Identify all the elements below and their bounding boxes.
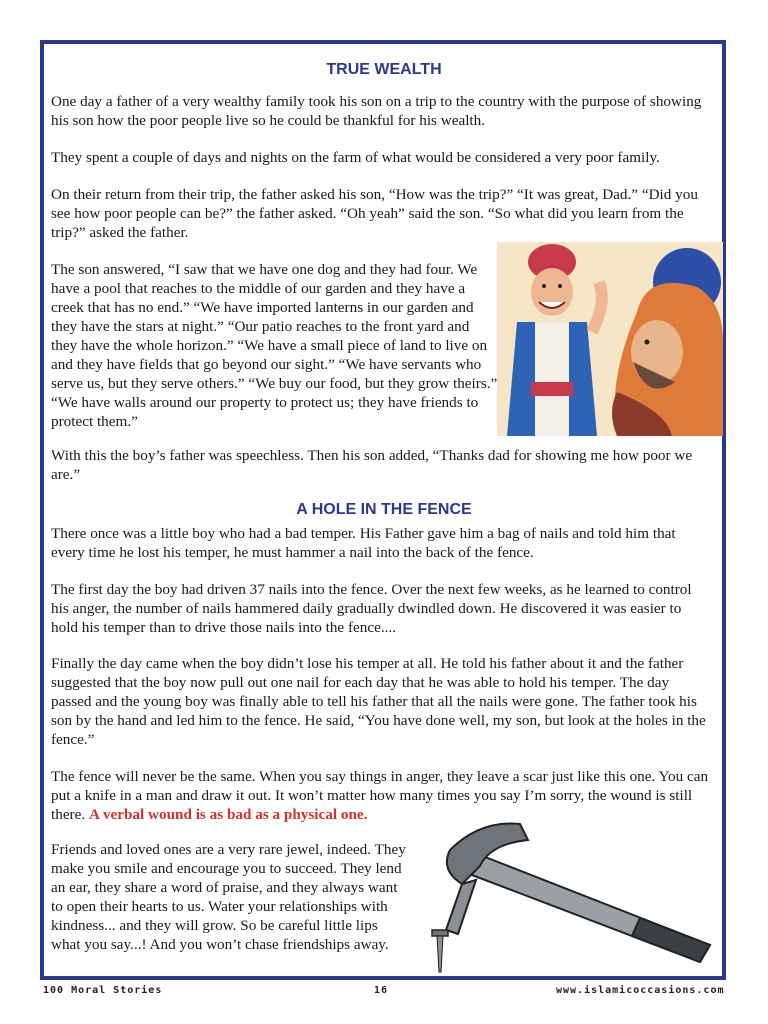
paragraph: The first day the boy had driven 37 nails into the fence. Over the next few weeks, as he learned to control his anger, the number of nails hammered daily gradually dwindled down. He discovered it was easier to hold his temper than to drive those nails into the fence.... — [51, 581, 692, 636]
highlighted-moral: A verbal wound is as bad as a physical one. — [88, 806, 368, 823]
story-title-hole-in-fence: A HOLE IN THE FENCE — [296, 501, 472, 518]
paragraph: One day a father of a very wealthy family took his son on a trip to the country with the purpose of showing his son how the poor people live so he could be thankful for his wealth. — [51, 93, 702, 129]
paragraph: They spent a couple of days and nights on the farm of what would be considered a very poor family. — [51, 149, 660, 166]
paragraph: On their return from their trip, the father asked his son, “How was the trip?” “It was great, Dad.” “Did you see how poor people can be?” the father asked. “Oh yeah” said the son. “So what did you learn from the trip?” asked the father. — [51, 186, 698, 241]
paragraph: With this the boy’s father was speechless. Then his son added, “Thanks dad for showing me how poor we are.” — [51, 447, 693, 483]
paragraph: Friends and loved ones are a very rare jewel, indeed. They make you smile and encourage you to succeed. They lend an ear, they share a word of praise, and they always want to open their hearts to us. Water your relationships with kindness... and they will grow. So be careful little lips what you say...! And you won’t chase friendships away. — [51, 841, 406, 953]
page-number: 16 — [374, 985, 389, 996]
hammer-and-nail-illustration — [410, 810, 725, 980]
paragraph: Finally the day came when the boy didn’t lose his temper at all. He told his father about it and the father suggested that the boy now pull out one nail for each day that he was able to hold his temper. The day passed and the young boy was finally able to tell his father that all the nails were gone. The father took his son by the hand and led him to the fence. He said, “You have done well, my son, but look at the holes in the fence.” — [51, 655, 706, 748]
website-link[interactable]: www.islamicoccasions.com — [556, 985, 725, 996]
paragraph: There once was a little boy who had a bad temper. His Father gave him a bag of nails and told him that every time he lost his temper, he must hammer a nail into the back of the fence. — [51, 525, 676, 561]
paragraph-text: The fence will never be the same. When you say things in anger, they leave a scar just like this one. You can put a knife in a man and draw it out. It won’t matter how many times you say I’m sorry, the wound is still there. — [51, 768, 709, 823]
book-title: 100 Moral Stories — [43, 985, 163, 996]
paragraph: The son answered, “I saw that we have one dog and they had four. We have a pool that reaches to the middle of our garden and they have a creek that has no end.” “We have imported lanterns in our garden and they have the stars at night.” “Our patio reaches to the front yard and they have the whole horizon.” “We have a small piece of land to live on and they have fields that go beyond our sight.” “We have servants who serve us, but they serve others.” “We buy our food, but they grow theirs.” “We have walls around our property to protect us; they have friends to protect them.” — [51, 261, 498, 430]
story-title-true-wealth: TRUE WEALTH — [326, 61, 442, 78]
boy-and-father-illustration — [497, 242, 723, 436]
